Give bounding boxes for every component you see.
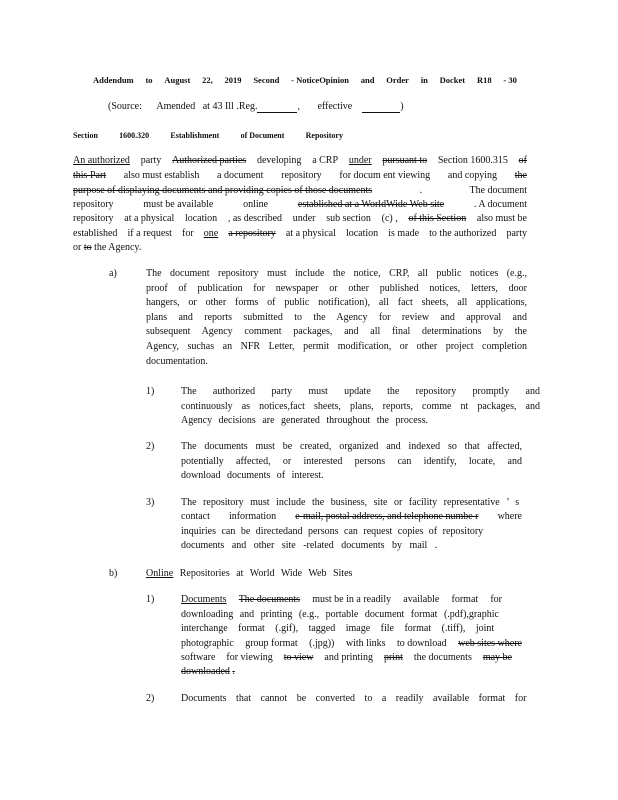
text-run: print [383,652,403,663]
text-run: downloaded [181,666,230,677]
text-run: location [184,213,218,224]
text-run: to download [396,638,447,649]
text-line-last: Agency decisions are generated throughout the process. [181,415,428,427]
text-run: and printing [324,652,374,663]
text-run: The document [469,185,527,196]
text-run: a document [217,170,264,181]
item-b1-line-3: interchange format (.gif), tagged image file format (.tiff), joint [181,623,495,634]
text-line: proof of publication for newspaper or other published notices, letters, door [146,282,527,294]
text-line: The documents must be created, organized and indexed so that affected, [181,441,522,452]
text-run: Authorized parties [172,155,247,166]
text-run: online [243,199,269,210]
text-run: information [228,511,277,522]
text-line-last: documentation. [146,355,208,367]
intro-line-3 [73,185,527,197]
text-line: hangers, or other forms of public notification), all fact sheets, all applications, [146,297,527,309]
text-run: . [419,185,423,196]
text-run: (c) , [381,213,398,224]
item-b-label: b) [109,568,118,579]
text-run: contact [181,511,210,522]
text-run: at a physical [124,213,175,224]
source-register: at 43 Ill .Reg. [202,101,258,112]
item-b-rest: Repositories at World Wide Web Sites [173,568,353,579]
item-a3-line-3: inquiries can be directedand persons can request copies of repository [181,526,484,537]
text-run: sub section [326,213,371,224]
text-run: where [497,511,522,522]
text-run: available [403,594,440,605]
text-run: or [73,242,82,253]
item-a3-line-1: The repository must include the business, site or facility representative ’ s [181,497,520,508]
text-run: of [518,155,527,166]
text-run: . A document [473,199,527,210]
text-run: established at a WorldWide Web site [297,199,445,210]
item-b1-line-4 [181,638,522,650]
text-run: - 30 [503,75,517,85]
register-blank [257,102,297,113]
text-line-last: download documents of interest. [181,470,324,482]
item-a3-label: 3) [146,497,155,508]
source-open: (Source: [108,101,142,112]
text-run: repository [281,170,322,181]
text-run: a CRP [312,155,339,166]
text-run: location [345,228,379,239]
text-run: to [83,242,92,253]
text-run: a repository [228,228,276,239]
item-b2-line-1: Documents that cannot be converted to a readily available format for [181,693,527,704]
text-line: The authorized party must update the repository promptly and [181,386,540,397]
effective-blank [362,102,400,113]
text-run: An authorized [73,155,130,166]
text-run: the Agency. [94,242,142,253]
item-b1-line-5 [181,652,512,664]
text-run: R18 [476,75,492,85]
text-run: the [514,170,527,181]
source-amended: Amended [156,101,196,112]
item-b-heading [146,568,352,580]
text-run: , as described [227,213,283,224]
text-run: photographic [181,638,234,649]
text-run: Second [253,75,280,85]
item-a-label: a) [109,268,117,279]
text-run: software [181,652,216,663]
text-run: to the authorized [429,228,497,239]
addendum-title [93,74,517,86]
text-run: purpose of displaying documents and providing copies of those documents [73,185,373,196]
text-run: group format [245,638,298,649]
text-run: . [232,666,235,677]
text-run: web sites where [458,638,522,649]
intro-line-4 [73,199,527,211]
intro-line-6 [73,228,527,240]
text-run: - NoticeOpinion [291,75,349,85]
item-a3-line-4: documents and other site -related documents by mail . [181,540,438,551]
text-run: of this Section [408,213,467,224]
text-run: to view [283,652,314,663]
text-line: continuously as notices,fact sheets, plans, reports, comme nt packages, and [181,400,540,412]
text-run: e-mail, postal address, and telephone numbe r [295,511,479,522]
text-run: one [203,228,219,239]
text-run: under [292,213,316,224]
text-line: plans and reports submitted to the Agency for review and approval and [146,311,527,323]
text-run: of Document [240,131,285,140]
text-run: 22, [202,75,213,85]
intro-line-7 [73,242,141,254]
item-b1-line-1 [181,594,502,606]
text-run: for docum ent viewing [339,170,431,181]
text-run: 2019 [224,75,242,85]
text-run: for viewing [226,652,273,663]
text-run: with links [345,638,386,649]
text-run: also must be [476,213,527,224]
text-run: format [451,594,479,605]
item-b-online: Online [146,568,174,579]
text-run: must be available [143,199,214,210]
text-line: The document repository must include the notice, CRP, all public notices (e.g., [146,268,527,279]
text-run: repository [73,199,114,210]
text-run: Section 1600.315 [437,155,508,166]
text-run: party [140,155,162,166]
text-run: Establishment [170,131,220,140]
item-b2-label: 2) [146,693,155,704]
source-close: ) [400,101,404,112]
text-run: for [490,594,502,605]
text-run: at a physical [285,228,336,239]
text-run: established [73,228,118,239]
text-run: Addendum [93,75,134,85]
text-run: (.jpg)) [309,638,335,649]
text-line: subsequent Agency comment packages, and all final determinations by the [146,326,527,338]
intro-line-2 [73,170,527,182]
text-line: potentially affected, or interested persons can identify, locate, and [181,455,522,467]
text-run: is made [388,228,420,239]
intro-line-1 [73,155,527,167]
text-run: pursuant to [382,155,428,166]
text-run: Order [386,75,409,85]
text-line: Agency, suchas an NFR Letter, permit modification, or other project completion [146,341,527,352]
text-run: August [164,75,191,85]
item-a1-label: 1) [146,386,155,397]
item-b1-line-2: downloading and printing (e.g., portable document format (.pdf),graphic [181,609,499,620]
text-run: must be in a readily [312,594,392,605]
text-run: this Part [73,170,107,181]
text-run: if a request [127,228,172,239]
text-run: party [506,228,527,239]
item-a3-line-2 [181,511,522,523]
text-run: to [145,75,153,85]
text-run: developing [256,155,302,166]
text-run: and [360,75,375,85]
text-run: in [420,75,428,85]
text-run: may be [482,652,512,663]
text-run: also must establish [123,170,200,181]
item-a2-label: 2) [146,441,155,452]
text-run: for [182,228,194,239]
source-line [108,101,404,113]
text-run: the documents [413,652,472,663]
source-comma: , [297,101,300,112]
text-run: Documents [181,594,227,605]
text-run: 1600.320 [119,131,150,140]
item-b1-label: 1) [146,594,155,605]
text-run: under [348,155,372,166]
section-heading [73,130,343,142]
item-b1-line-6 [181,666,235,678]
text-run: Repository [305,131,343,140]
source-effective: effective [317,101,353,112]
text-run: The documents [238,594,301,605]
text-run: Docket [439,75,466,85]
text-run: and copying [447,170,498,181]
text-run: Section [73,131,98,140]
intro-line-5 [73,213,527,225]
text-run: repository [73,213,114,224]
